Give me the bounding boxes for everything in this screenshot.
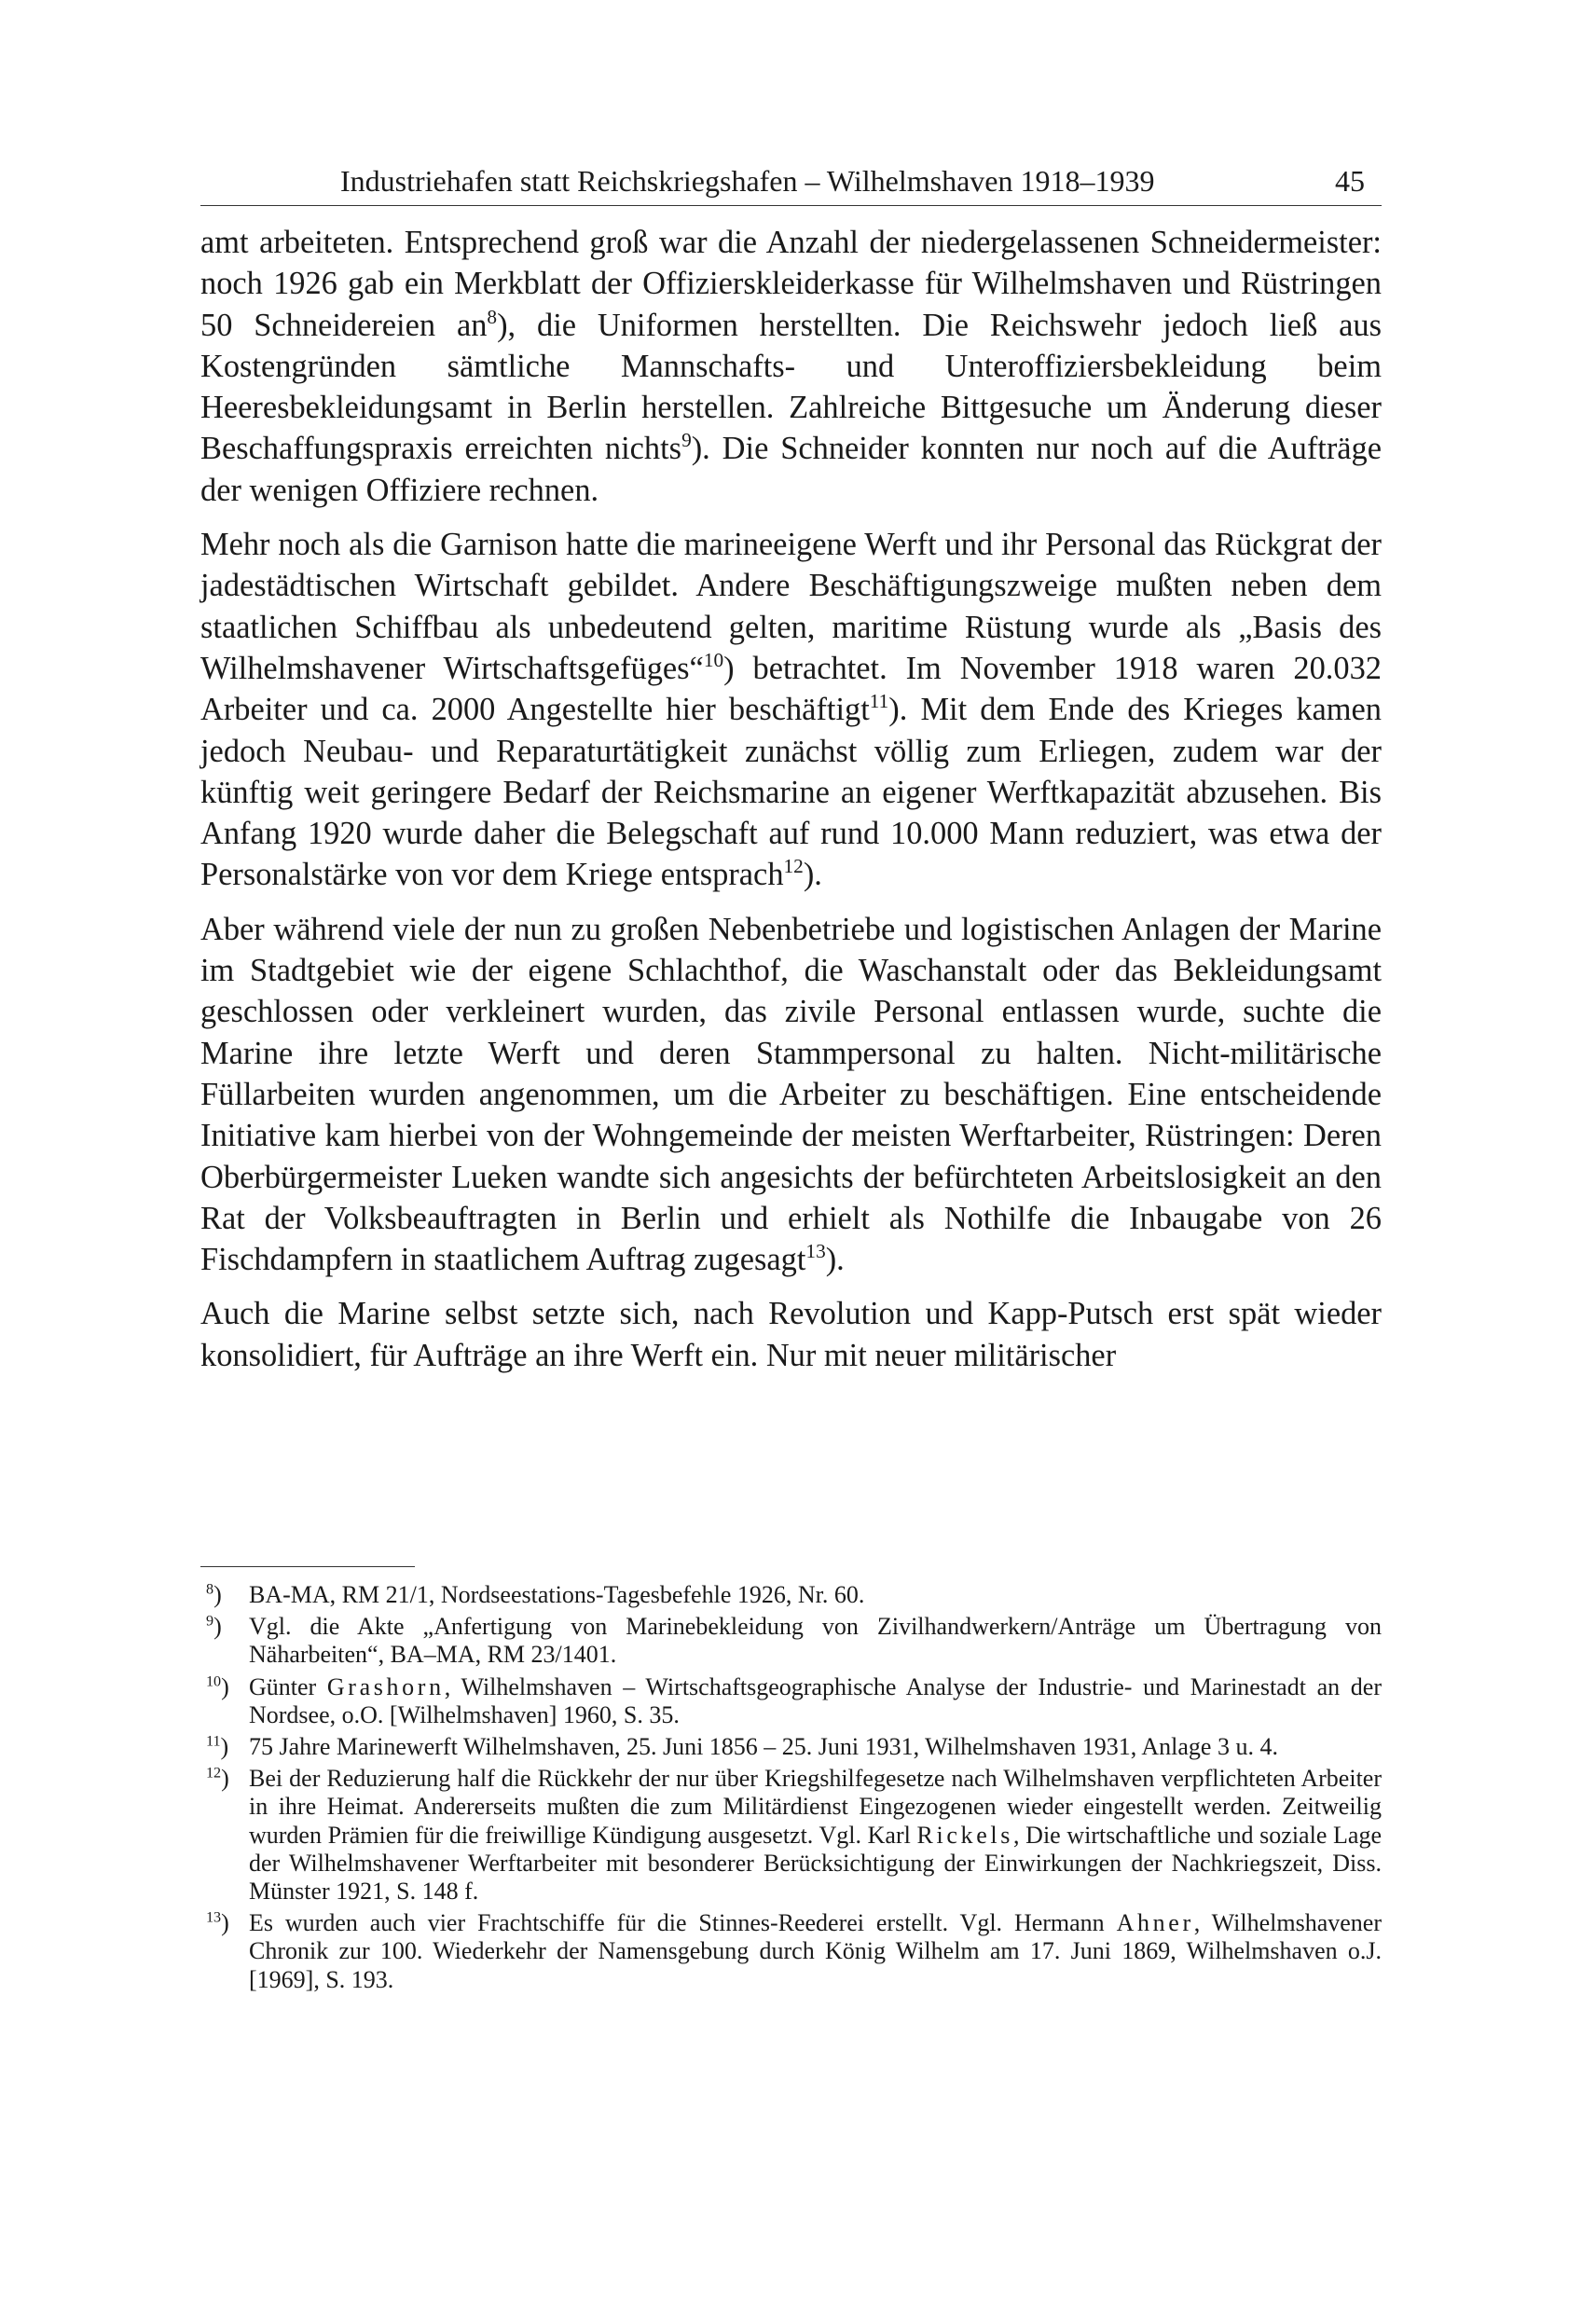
footnote-number: $^{10}$) [206, 1672, 229, 1700]
footnote [200, 1733, 1382, 1761]
footnote-number: $^9$) [206, 1613, 222, 1641]
footnote-text-segment: Günter [249, 1672, 327, 1700]
footnote [200, 1581, 1382, 1609]
footnote-text-segment: Bei der Reduzierung half die Rückkehr der nur über Kriegshilfegesetze nach Wilhelmshaven verpflichteten Arbeiter in ihre Heimat. Andererseits mußten die zum Militärdienst Eingezogenen wieder eingestellt werden. Zeitweilig wurden Prämien für die freiwillige Kündigung ausgesetzt. Vgl. Karl [249, 1765, 1382, 1849]
footnote-marker: 9 [681, 429, 692, 452]
author-name: Ahner [1116, 1909, 1194, 1937]
footnote-marker: 11 [869, 690, 889, 713]
author-name: Grashorn [326, 1672, 445, 1700]
paragraph-text: amt arbeiteten. Entsprechend groß war die Anzahl der niedergelassenen Schneidermeister: noch 1926 gab ein Merkblatt der Offizierskleiderkasse für Wilhelmshaven und Rüstringen 50 Schneidereien an [200, 225, 1382, 343]
paragraph-text: ). [803, 857, 822, 893]
footnote-number: $^8$) [206, 1581, 222, 1608]
running-header [200, 157, 1382, 206]
footnote-text-segment: Es wurden auch vier Frachtschiffe für die Stinnes-Reederei erstellt. Vgl. Hermann [249, 1909, 1117, 1937]
paragraph [200, 222, 1382, 511]
footnote-number-value: 13 [206, 1909, 222, 1926]
footnotes [200, 1581, 1382, 1998]
paragraph-text: Mehr noch als die Garnison hatte die marineeigene Werft und ihr Personal das Rückgrat der jadestädtischen Wirtschaft gebildet. Andere Beschäftigungszweige mußten neben dem staatlichen Schiffbau als unbedeutend gelten, maritime Rüstung wurde als „Basis des Wilhelmshavener Wirtschaftsgefüges“ [200, 527, 1382, 686]
footnote-number-value: 8 [206, 1581, 214, 1598]
footnote-text [249, 1765, 1382, 1905]
footnote-text [249, 1733, 1278, 1760]
footnote-number-value: 9 [206, 1613, 214, 1630]
footnote [200, 1613, 1382, 1669]
paragraph [200, 524, 1382, 896]
footnote-text-segment: , Wilhelmshavener Chronik zur 100. Wiederkehr der Namensgebung durch König Wilhelm am 17. Juni 1869, Wilhelmshaven o.J. [1969], S. 193. [249, 1909, 1382, 1993]
paragraph-text: Aber während viele der nun zu großen Nebenbetriebe und logistischen Anlagen der Marine im Stadtgebiet wie der eigene Schlachthof, die Waschanstalt oder das Bekleidungsamt geschlossen oder verkleinert wurden, das zivile Personal entlassen wurde, suchte die Marine ihre letzte Werft und deren Stammpersonal zu halten. Nicht-militärische Füllarbeiten wurden angenommen, um die Arbeiter zu beschäftigen. Eine entscheidende Initiative kam hierbei von der Wohngemeinde der meisten Werftarbeiter, Rüstringen: Deren Oberbürgermeister Lueken wandte sich angesichts der befürchteten Arbeitslosigkeit an den Rat der Volksbeauftragten in Berlin und erhielt als Nothilfe die Inbaugabe von 26 Fischdampfern in staatlichem Auftrag zugesagt [200, 911, 1382, 1278]
footnote-text [249, 1581, 864, 1608]
footnote-text-segment: BA-MA, RM 21/1, Nordseestations-Tagesbefehle 1926, Nr. 60. [249, 1581, 865, 1608]
paragraph-text: ) betrachtet. Im November 1918 waren 20.032 Arbeiter und ca. 2000 Angestellte hier beschäftigt [200, 650, 1382, 728]
paragraph-text: ), die Uniformen herstellten. Die Reichswehr jedoch ließ aus Kostengründen sämtliche Mannschafts- und Unteroffiziersbekleidung beim Heeresbekleidungsamt in Berlin herstellen. Zahlreiche Bittgesuche um Änderung dieser Beschaffungspraxis erreichten nichts [200, 307, 1382, 467]
footnote [200, 1909, 1382, 1994]
footnote-marker: 13 [805, 1240, 826, 1263]
footnote [200, 1673, 1382, 1729]
footnote-separator [200, 1566, 415, 1567]
footnote-text [249, 1673, 1382, 1728]
paragraph-text: ). [825, 1242, 845, 1278]
footnote-number: $^{13}$) [206, 1909, 229, 1937]
body-text [200, 222, 1382, 1389]
footnote-text-segment: 75 Jahre Marinewerft Wilhelmshaven, 25. Juni 1856 – 25. Juni 1931, Wilhelmshaven 1931, Anlage 3 u. 4. [249, 1733, 1278, 1761]
paragraph [200, 909, 1382, 1281]
footnote-number-value: 12 [206, 1765, 222, 1782]
paragraph-text: ). Mit dem Ende des Krieges kamen jedoch Neubau- und Reparaturtätigkeit zunächst völlig zum Erliegen, zudem war der künftig weit geringere Bedarf der Reichsmarine an eigener Werftkapazität abzusehen. Bis Anfang 1920 wurde daher die Belegschaft auf rund 10.000 Mann reduziert, was etwa der Personalstärke von vor dem Kriege entsprach [200, 692, 1382, 893]
footnote-text [249, 1613, 1382, 1668]
footnote-number-value: 11 [206, 1733, 221, 1750]
footnote-marker: 10 [703, 649, 724, 672]
footnote-number-value: 10 [206, 1672, 222, 1689]
page-number: 45 [1335, 164, 1365, 198]
footnote-text-segment: , Die wirtschaftliche und soziale Lage der Wilhelmshavener Werftarbeiter mit besonderer Berücksichtigung der Einwirkungen der Nachkriegszeit, Diss. Münster 1921, S. 148 f. [249, 1821, 1382, 1906]
paragraph-text: ). Die Schneider konnten nur noch auf die Aufträge der wenigen Offiziere rechnen. [200, 431, 1382, 508]
footnote-text [249, 1909, 1382, 1992]
paragraph-text: Auch die Marine selbst setzte sich, nach Revolution und Kapp-Putsch erst spät wieder konsolidiert, für Aufträge an ihre Werft ein. Nur mit neuer militärischer [200, 1296, 1382, 1373]
footnote-text-segment: Vgl. die Akte „Anfertigung von Marinebekleidung von Zivilhandwerkern/Anträge um Übertragung von Näharbeiten“, BA–MA, RM 23/1401. [249, 1613, 1382, 1669]
footnote-text-segment: , Wilhelmshaven – Wirtschaftsgeographische Analyse der Industrie- und Marinestadt an der Nordsee, o.O. [Wilhelmshaven] 1960, S. 35. [249, 1672, 1383, 1728]
footnote [200, 1765, 1382, 1906]
running-title: Industriehafen statt Reichskriegshafen – Wilhelmshaven 1918–1939 [340, 164, 1155, 198]
footnote-number: $^{12}$) [206, 1765, 229, 1793]
footnote-marker: 8 [487, 305, 498, 328]
author-name: Rickels [916, 1821, 1013, 1849]
footnote-marker: 12 [783, 855, 804, 878]
footnote-number: $^{11}$) [206, 1733, 229, 1761]
paragraph [200, 1293, 1382, 1376]
